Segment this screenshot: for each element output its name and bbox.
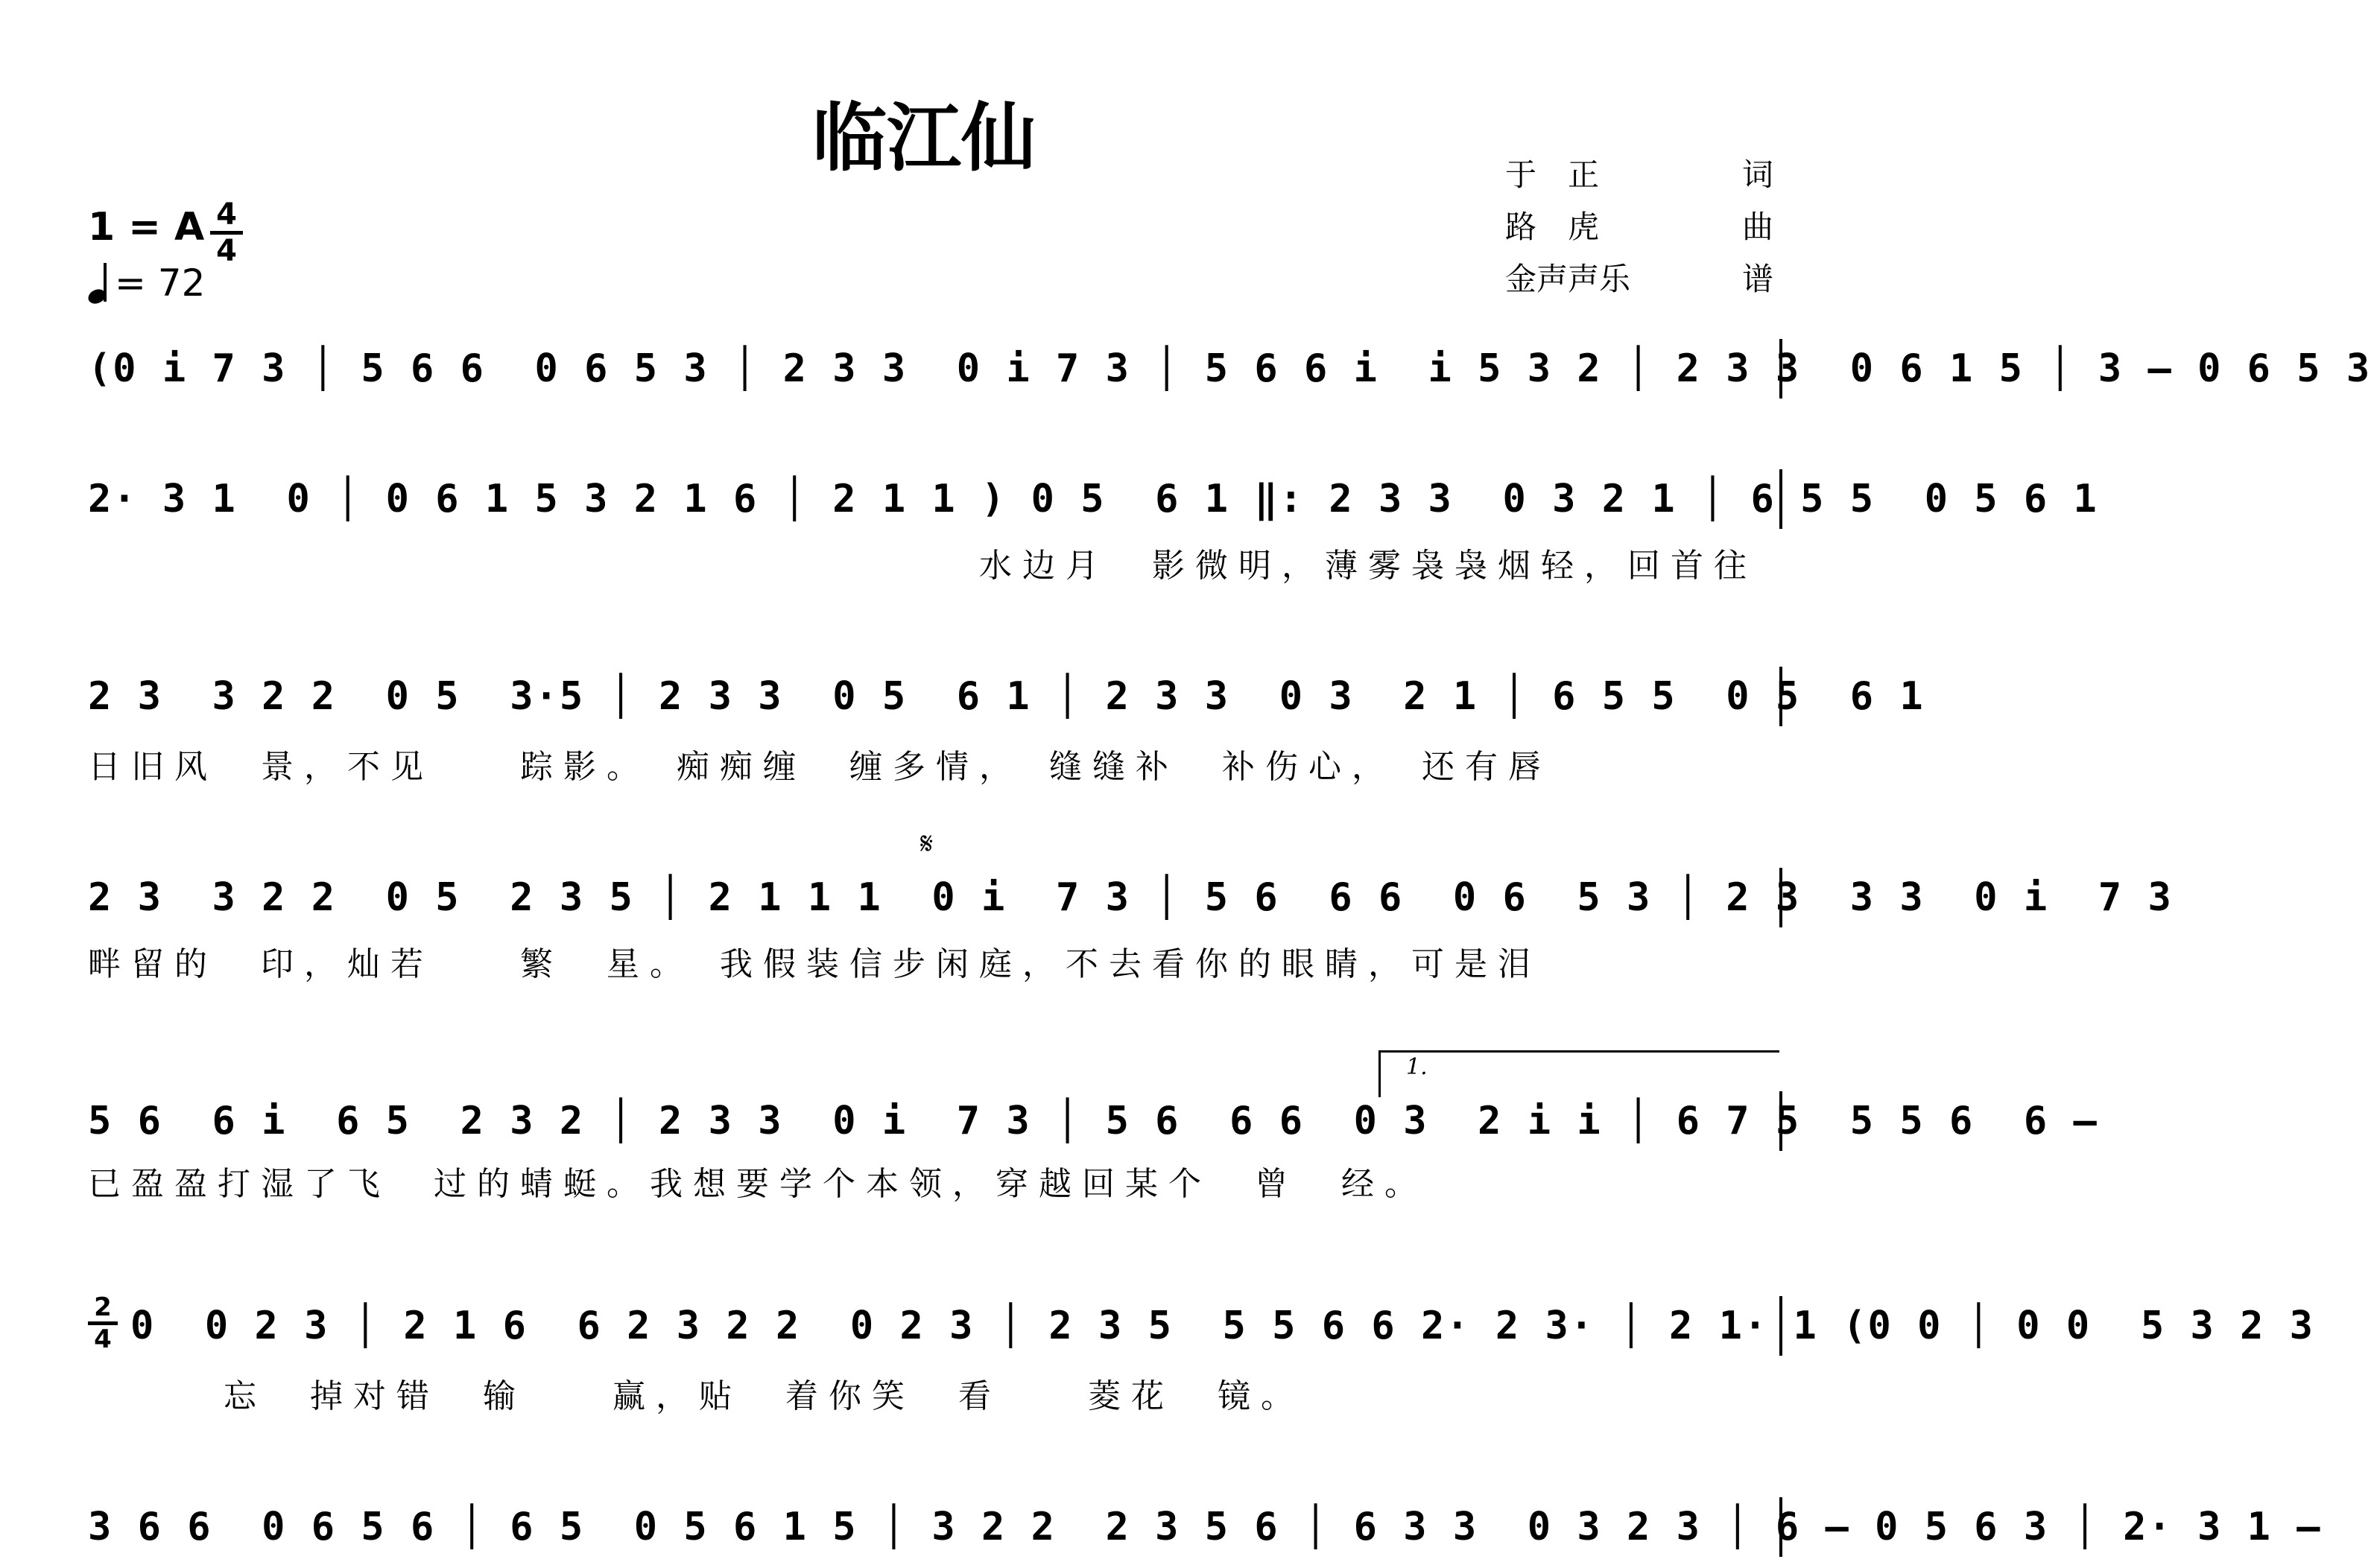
notation-line-7 bbox=[88, 1497, 2322, 1557]
transcriber-credit bbox=[1505, 257, 1773, 302]
notation-line-3-notes: 2 3 3 2 2 0 5 3·5 │ 2 3 3 0 5 6 1 │ 2 3 3 0 3 2 1 │ 6 5 5 0 5 6 1 bbox=[88, 674, 1925, 719]
notation-line-2 bbox=[88, 469, 2098, 529]
lyric-line-2: 水边月 影微明，薄雾袅袅烟轻，回首往 bbox=[979, 547, 1757, 585]
time-signature bbox=[210, 197, 243, 268]
notation-line-2-notes: 2· 3 1 0 │ 0 6 1 5 3 2 1 6 │ 2 1 1 ) 0 5 6 1 ‖: 2 3 3 0 3 2 1 │ 6 5 5 0 5 6 1 bbox=[88, 477, 2098, 521]
notation-line-1 bbox=[88, 339, 2371, 399]
time-change-bottom: 4 bbox=[94, 1324, 112, 1354]
first-ending-bracket bbox=[1378, 1050, 1779, 1097]
song-title: 临江仙 bbox=[812, 94, 1036, 182]
lyricist-credit bbox=[1505, 153, 1773, 197]
transcriber-role: 谱 bbox=[1741, 261, 1773, 297]
notation-line-5-notes: 5 6 6 i 6 5 2 3 2 │ 2 3 3 0 i 7 3 │ 5 6 6 6 0 3 2 i i │ 6 7 5 5 5 6 6 – bbox=[88, 1099, 2098, 1143]
notation-line-6-notes: 0 0 2 3 │ 2 1 6 6 2 3 2 2 0 2 3 │ 2 3 5 5 5 6 6 2· 2 3· │ 2 1· 1 (0 0 │ 0 0 5 3 2 3 bbox=[130, 1304, 2314, 1348]
composer-role: 曲 bbox=[1741, 209, 1773, 245]
tempo-value: = 72 bbox=[115, 261, 206, 305]
lyric-line-5: 已盈盈打湿了飞 过的蜻蜓。我想要学个本领，穿越回某个 曾 经。 bbox=[88, 1165, 1428, 1203]
key-signature: 1 = A bbox=[88, 205, 205, 250]
time-signature-change bbox=[88, 1292, 118, 1354]
notation-line-4 bbox=[88, 868, 2173, 927]
volta-label: 1. bbox=[1406, 1054, 1428, 1080]
tempo-marking bbox=[88, 257, 205, 309]
lyric-line-4: 畔留的 印，灿若 繁 星。 我假装信步闲庭，不去看你的眼睛，可是泪 bbox=[88, 945, 1541, 983]
notation-line-5 bbox=[88, 1091, 2098, 1151]
lyricist-name: 于 正 bbox=[1505, 156, 1600, 193]
notation-line-4-notes: 2 3 3 2 2 0 5 2 3 5 │ 2 1 1 1 0 i 7 3 │ 5 6 6 6 0 6 5 3 │ 2 3 3 3 0 i 7 3 bbox=[88, 875, 2173, 920]
notation-line-1-notes: (0 i 7 3 │ 5 6 6 0 6 5 3 │ 2 3 3 0 i 7 3 │ 5 6 6 i i 5 3 2 │ 2 3 3 0 6 1 5 │ 3 – 0 6 5 3 bbox=[88, 346, 2371, 391]
time-signature-top: 4 bbox=[216, 197, 237, 232]
time-signature-bottom: 4 bbox=[216, 234, 237, 268]
lyricist-role: 词 bbox=[1741, 156, 1773, 193]
notation-line-7-notes: 3 6 6 0 6 5 6 │ 6 5 0 5 6 1 5 │ 3 2 2 2 3 5 6 │ 6 3 3 0 3 2 3 │ 6 – 0 5 6 3 │ 2· 3 1 – bbox=[88, 1505, 2322, 1549]
lyric-line-3: 日旧风 景，不见 踪影。 痴痴缠 缠多情， 缝缝补 补伤心， 还有唇 bbox=[88, 748, 1551, 786]
time-change-top: 2 bbox=[94, 1292, 112, 1322]
quarter-note-icon bbox=[88, 257, 110, 309]
transcriber-name: 金声声乐 bbox=[1505, 261, 1631, 297]
composer-credit bbox=[1505, 205, 1773, 250]
notation-line-6 bbox=[130, 1296, 2314, 1356]
notation-line-3 bbox=[88, 667, 1925, 726]
lyric-line-6: 忘 掉对错 输 赢，贴 着你笑 看 菱花 镜。 bbox=[224, 1377, 1304, 1415]
segno-sign: 𝄋 bbox=[920, 827, 934, 861]
composer-name: 路 虎 bbox=[1505, 209, 1600, 245]
